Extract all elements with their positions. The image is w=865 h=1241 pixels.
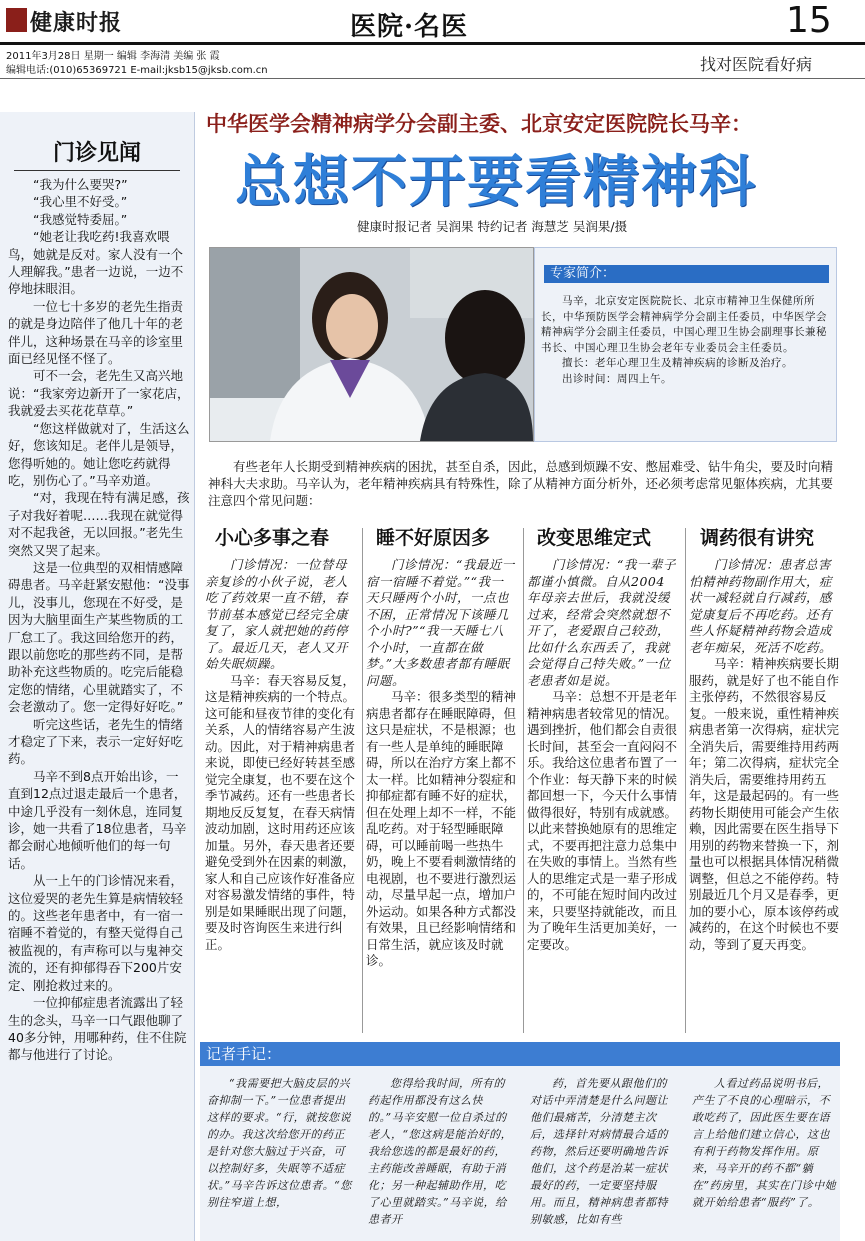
section-title: 医院·名医 bbox=[350, 12, 469, 42]
page-number: 15 bbox=[786, 0, 832, 41]
newspaper-logo-icon bbox=[6, 8, 27, 32]
reporter-notes-text: 药，首先要从跟他们的对话中弄清楚是什么问题让他们最痛苦，分清楚主次后，选择针对病情最合适的药物，然后还要明确地告诉他们，这个药是治某一症状最好的药，一定要坚持服用。而且，精神病患者都特别敏感，比如有些 bbox=[530, 1077, 668, 1226]
expert-answer-paragraph: 马辛：精神疾病要长期服药，就是好了也不能自作主张停药，不然很容易反复。一般来说，重性精神疾病患者第一次得病，症状完全消失后，需要维持用药两年；第二次得病，症状完全消失后，需要维持用药五年，这是最起码的。有一些药物长期使用可能会产生依赖，因此需要在医生指导下用别的药物来替换一下，剂量也可以根据具体情况稍微调整，但总之不能停药。特别最近几个月又是春季，更加的要小心，原本该停药或减药的，在这个时候也不要动，等到了夏天再变。 bbox=[689, 656, 840, 952]
column-divider bbox=[523, 528, 524, 1033]
sidebar-paragraph: 可不一会，老先生又高兴地说：“我家旁边新开了一家花店，我就爱去买花花草草。” bbox=[8, 368, 190, 419]
reporter-notes-heading: 记者手记： bbox=[200, 1042, 840, 1066]
reporter-notes-column bbox=[530, 1075, 678, 1228]
column-divider bbox=[362, 528, 363, 1033]
column-body bbox=[205, 557, 355, 953]
sidebar-paragraph: “我为什么要哭?” bbox=[33, 177, 128, 192]
reporter-notes-column bbox=[207, 1075, 355, 1211]
dateline bbox=[6, 50, 268, 78]
sidebar-paragraph: 这是一位典型的双相情感障碍患者。马辛赶紧安慰他：“没事儿，没事儿，您现在不好受，是因为大脑里面生产某些物质的工厂怠工了。我这回给您开的药，跟以前您吃的那些药不同，是帮助补充这些物质的。吃完后能稳定您的情绪，心里就踏实了，不会老激动了。您一定得好好吃。” bbox=[8, 559, 190, 715]
sidebar-paragraph: 一位抑郁症患者流露出了轻生的念头，马辛一口气跟他聊了40多分钟，用哪种药，住不住院都与他进行了讨论。 bbox=[8, 995, 187, 1063]
reporter-notes-text: “我需要把大脑皮层的兴奋抑制一下。”一位患者提出这样的要求。“行，就按您说的办。我这次给您开的药正是针对您大脑过于兴奋，可以控制好多，失眠等不适症状。”马辛告诉这位患者。“您别往窄道上想， bbox=[207, 1077, 352, 1209]
sidebar-paragraph: “您这样做就对了，生活这么好，您该知足。老伴儿是领导，您得听她的。她让您吃药就得吃，别伤心了。”马辛劝道。 bbox=[8, 420, 190, 488]
sidebar-paragraph: “她老让我吃药!我喜欢喂鸟，她就是反对。家人没有一个人理解我。”患者一边说，一边不停地抹眼泪。 bbox=[8, 229, 184, 297]
sidebar-paragraph: 听完这些话，老先生的情绪才稳定了下来，表示一定好好吃药。 bbox=[8, 716, 184, 767]
column-heading: 睡不好原因多 bbox=[376, 527, 491, 549]
column-heading: 改变思维定式 bbox=[537, 527, 652, 549]
column-heading: 小心多事之春 bbox=[215, 527, 330, 549]
column-body bbox=[366, 557, 516, 970]
doctor-patient-photo bbox=[209, 247, 534, 442]
newspaper-logo: 健康时报 bbox=[30, 11, 123, 36]
header-rule-thin bbox=[0, 78, 865, 79]
sidebar-body bbox=[8, 176, 190, 1064]
expert-specialty: 擅长：老年心理卫生及精神疾病的诊断及治疗。 bbox=[562, 357, 793, 369]
date-editors: 2011年3月28日 星期一 编辑 李海清 美编 张 霞 bbox=[6, 51, 220, 62]
editor-contact: 编辑电话:(010)65369721 E-mail:jksb15@jksb.com.cn bbox=[6, 65, 268, 76]
column-body bbox=[689, 557, 839, 953]
expert-answer-paragraph: 马辛：总想不开是老年精神病患者较常见的情况。遇到挫折，他们都会自责很长时间，甚至会一直闷闷不乐。我给这位患者布置了一个作业：每天静下来的时候都回想一下，今天什么事情做得很好，特别有成就感。以此来替换她原有的思维定式，不要再把注意力总集中在失败的事情上。当然有些人的思维定式是一辈子形成的，不可能在短时间内改过来，只要坚持就能改，而且为了晚年生活更加美好，一定要改。 bbox=[527, 689, 678, 952]
sidebar-paragraph: 一位七十多岁的老先生指责的就是身边陪伴了他几十年的老伴儿，这种场景在马辛的诊室里面已经见怪不怪了。 bbox=[8, 298, 184, 367]
sidebar-paragraph: “对，我现在特有满足感，孩子对我好着呢……我现在就觉得对不起我爸，无以回报。”老先生突然又哭了起来。 bbox=[8, 490, 190, 558]
sidebar-title: 门诊见闻 bbox=[52, 140, 141, 166]
header-rule bbox=[0, 42, 865, 45]
expert-answer-paragraph: 马辛：很多类型的精神病患者都存在睡眠障碍，但这只是症状，不是根源；也有一些人是单纯的睡眠障碍，所以在治疗方案上都不太一样。比如精神分裂症和抑郁症都有睡不好的症状，但在处理上却不一样，不能乱吃药。对于轻型睡眠障碍，可以睡前喝一些热牛奶，晚上不要看刺激情绪的电视剧，也不要进行激烈运动，尽量早起一点，增加户外运动。如果各种方式都没有效果，且已经影响情绪和日常生活，就应该及时就诊。 bbox=[366, 689, 517, 968]
section-tagline: 找对医院看好病 bbox=[700, 55, 813, 74]
expert-clinic-time: 出诊时间：周四上午。 bbox=[562, 372, 672, 385]
expert-intro-body bbox=[541, 294, 829, 387]
reporter-notes-text: 您得给我时间，所有的药起作用都没有这么快的。”马辛安慰一位自杀过的老人，“您这病是能治好的，我给您选的都是最好的药，主药能改善睡眠，有助于消化；另一种起辅助作用，吃了心里就踏实。”马辛说，给患者开 bbox=[368, 1077, 513, 1226]
sidebar-paragraph: “我感觉特委屈。” bbox=[33, 211, 128, 227]
column-divider bbox=[685, 528, 686, 1033]
expert-bio: 马辛，北京安定医院院长、北京市精神卫生保健所所长，中华预防医学会精神病学分会副主任委员，中华医学会精神病学分会副主任委员，中国心理卫生协会副理事长兼秘书长、中国心理卫生协会老年专业委员会主任委员。 bbox=[541, 295, 827, 354]
expert-answer-paragraph: 马辛：春天容易反复，这是精神疾病的一个特点。这可能和昼夜节律的变化有关系，人的情绪容易产生波动。因此，对于精神病患者来说，即使已经好转甚至感觉完全康复，也不要在这个季节减药。还有一些患者长期地反反复复，在春天病情波动加剧，这时用药还应该加量。另外，春天患者还要避免受到外在因素的刺激，家人和自己应该作好准备应对容易激发情绪的事件，特别是如果睡眠出现了问题，要及时咨询医生来进行纠正。 bbox=[205, 672, 356, 952]
clinic-case-paragraph: 门诊情况：“我最近一宿一宿睡不着觉。”“我一天只睡两个小时，一点也不困，正常情况下该睡几个小时?”“我一天睡七八个小时，一直都在做梦。”大多数患者都有睡眠问题。 bbox=[366, 557, 515, 688]
sidebar-paragraph: 从一上午的门诊情况来看，这位爱哭的老先生算是病情较轻的。这些老年患者中，有一宿一宿睡不着觉的，有整天觉得自己被监视的，有声称可以与鬼神交流的，还有抑郁得吞下200片安定、刚抢救过来的。 bbox=[8, 873, 184, 993]
column-heading: 调药很有讲究 bbox=[700, 527, 815, 549]
clinic-case-paragraph: 门诊情况：患者总害怕精神药物副作用大，症状一减轻就自行减药，感觉康复后不再吃药。还有些人怀疑精神药物会造成老年痴呆，死活不吃药。 bbox=[689, 557, 833, 655]
article-intro: 有些老年人长期受到精神疾病的困扰，甚至自杀，因此，总感到烦躁不安、憋屈难受、钻牛角尖，要及时向精神科大夫求助。马辛认为，老年精神疾病具有特殊性，除了从精神方面分析外，还必须考虑常见躯体疾病，尤其要注意四个常见问题： bbox=[208, 459, 834, 508]
expert-intro-heading: 专家简介： bbox=[544, 265, 829, 283]
clinic-case-paragraph: 门诊情况：一位替母亲复诊的小伙子说，老人吃了药效果一直不错，春节前基本感觉已经完全康复了，家人就把她的药停了。最近几天，老人又开始失眠烦躁。 bbox=[205, 557, 349, 671]
article-byline: 健康时报记者 吴润果 特约记者 海慧芝 吴润果/摄 bbox=[357, 219, 628, 234]
reporter-notes-text: 人看过药品说明书后，产生了不良的心理暗示，不敢吃药了，因此医生要在语言上给他们建立信心，这也有利于药物发挥作用。原来，马辛开的药不都“躺在”药房里，其实在门诊中她就开始给患者“服药”了。 bbox=[692, 1077, 837, 1209]
reporter-notes-column bbox=[692, 1075, 840, 1211]
photo-illustration bbox=[210, 248, 533, 441]
sidebar-paragraph: “我心里不好受。” bbox=[33, 194, 128, 210]
article-kicker: 中华医学会精神病学分会副主委、北京安定医院院长马辛： bbox=[206, 111, 752, 136]
sidebar-rule bbox=[14, 170, 180, 171]
article-headline: 总想不开要看精神科 bbox=[235, 150, 757, 215]
reporter-notes-column bbox=[368, 1075, 516, 1228]
clinic-case-paragraph: 门诊情况：“我一辈子都谨小慎微。自从2004年母亲去世后，我就没缓过来，经常会突然就想不开了，老爱跟自己较劲，比如什么东西丢了，我就会觉得自己特失败。”一位老患者如是说。 bbox=[527, 557, 676, 688]
sidebar-paragraph: 马辛不到8点开始出诊，一直到12点过退走最后一个患者，中途几乎没有一刻休息，连同复诊，她一共看了18位患者，马辛都会耐心地倾听他们的每一句话。 bbox=[8, 768, 187, 871]
column-body bbox=[527, 557, 677, 953]
